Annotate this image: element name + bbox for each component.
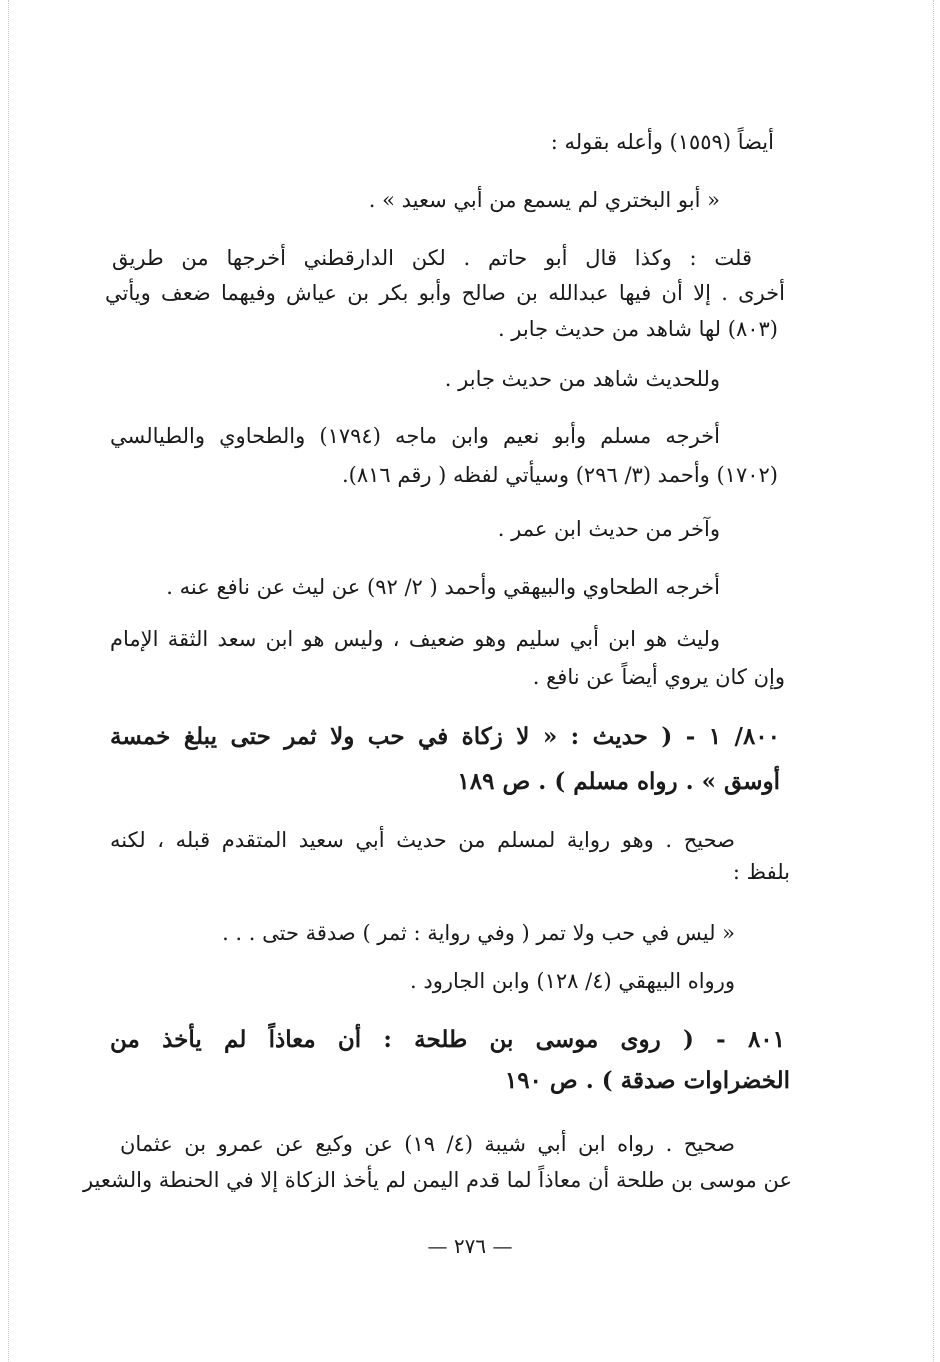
text-line-22: عن موسى بن طلحة أن معاذاً لما قدم اليمن لم يأخذ الزكاة إلا في الحنطة والشعير xyxy=(82,1168,792,1192)
text-line-7: أخرجه مسلم وأبو نعيم وابن ماجه (١٧٩٤) والطحاوي والطيالسي xyxy=(110,424,720,448)
text-line-4: أخرى . إلا أن فيها عبدالله بن صالح وأبو بكر بن عياش وفيهما ضعف ويأتي xyxy=(105,281,785,305)
hadith-heading-800-line-1: ٨٠٠/ ١ - ( حديث : « لا زكاة في حب ولا ثمر حتى يبلغ خمسة xyxy=(110,723,781,750)
text-line-10: أخرجه الطحاوي والبيهقي وأحمد ( ٢/ ٩٢) عن ليث عن نافع عنه . xyxy=(166,575,720,599)
hadith-heading-801-line-2: الخضراوات صدقة ) . ص ١٩٠ xyxy=(504,1067,790,1094)
text-line-15: صحيح . وهو رواية لمسلم من حديث أبي سعيد المتقدم قبله ، لكنه xyxy=(110,828,735,852)
text-line-21: صحيح . رواه ابن أبي شيبة (٤/ ١٩) عن وكيع عن عمرو بن عثمان xyxy=(120,1132,735,1156)
text-line-12: وإن كان يروي أيضاً عن نافع . xyxy=(532,665,785,689)
text-line-1: أيضاً (١٥٥٩) وأعله بقوله : xyxy=(550,130,774,154)
text-line-18: ورواه البيهقي (٤/ ١٢٨) وابن الجارود . xyxy=(410,969,735,993)
text-line-11: وليث هو ابن أبي سليم وهو ضعيف ، وليس هو ابن سعد الثقة الإمام xyxy=(110,627,720,651)
text-line-9: وآخر من حديث ابن عمر . xyxy=(497,517,720,541)
hadith-heading-801-line-1: ٨٠١ - ( روى موسى بن طلحة : أن معاذاً لم يأخذ من xyxy=(110,1026,785,1053)
text-line-16: بلفظ : xyxy=(732,860,790,884)
page-edge-left xyxy=(8,0,9,1362)
page-edge-right xyxy=(933,0,934,1362)
text-line-17: « ليس في حب ولا تمر ( وفي رواية : ثمر ) صدقة حتى . . . xyxy=(222,921,735,945)
text-line-3: قلت : وكذا قال أبو حاتم . لكن الدارقطني أخرجها من طريق xyxy=(112,246,752,270)
hadith-heading-800-line-2: أوسق » . رواه مسلم ) . ص ١٨٩ xyxy=(457,768,780,795)
text-line-8: (١٧٠٢) وأحمد (٣/ ٢٩٦) وسيأتي لفظه ( رقم ٨١٦). xyxy=(341,463,778,487)
text-line-6: وللحديث شاهد من حديث جابر . xyxy=(444,367,720,391)
text-line-2: « أبو البختري لم يسمع من أبي سعيد » . xyxy=(368,188,720,212)
text-line-5: (٨٠٣) لها شاهد من حديث جابر . xyxy=(497,317,778,341)
page-number: — ٢٧٦ — xyxy=(427,1234,513,1258)
